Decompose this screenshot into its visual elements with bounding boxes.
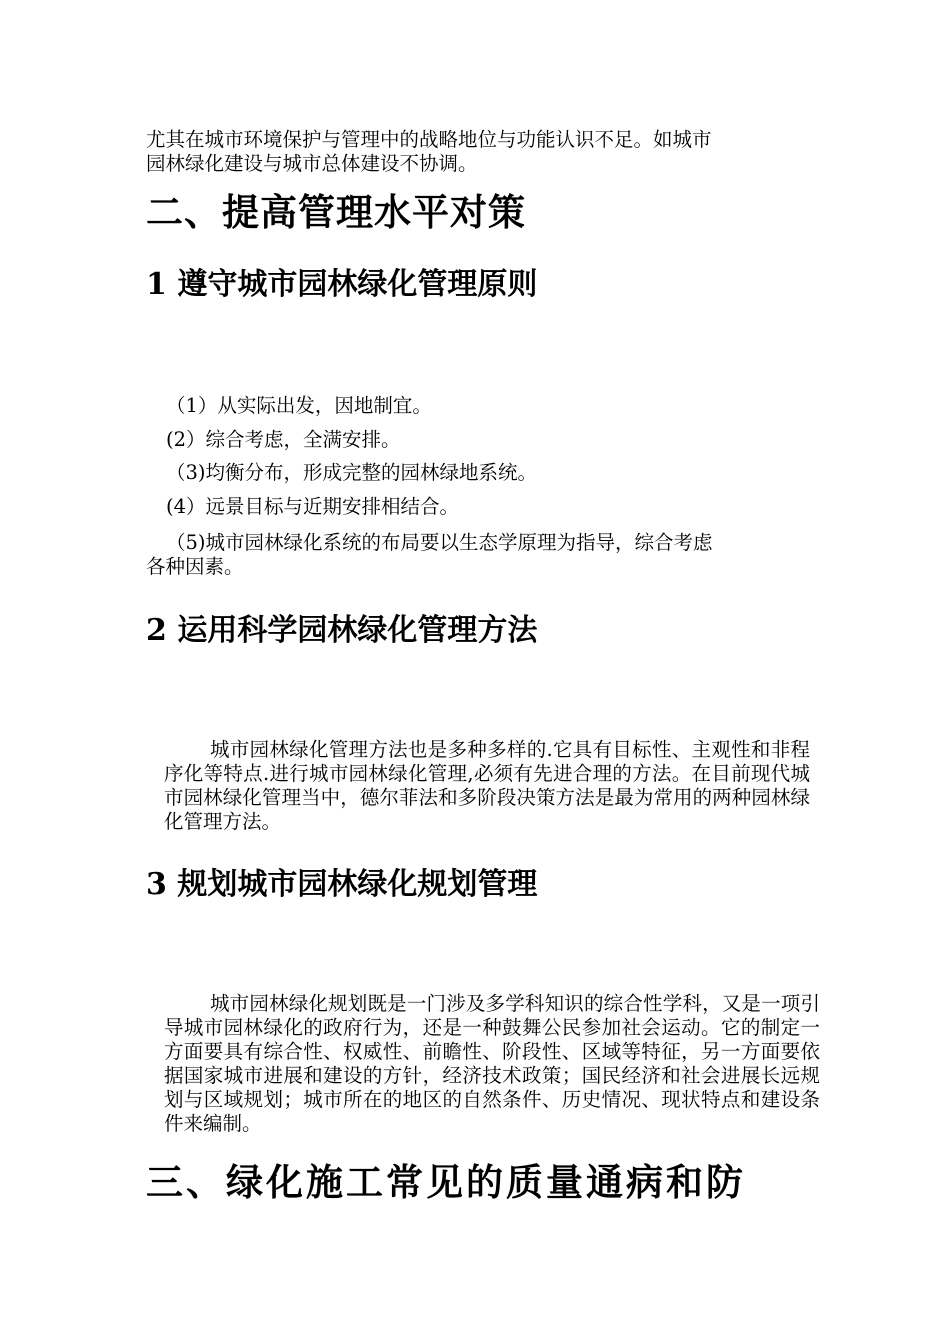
- principle-item-2: (2）综合考虑，全满安排。: [166, 428, 401, 451]
- subsection-3-heading: 3 规划城市园林绿化规划管理: [146, 867, 538, 902]
- subsection-1-heading: 1 遵守城市园林绿化管理原则: [146, 267, 538, 302]
- principle-item-4: (4）远景目标与近期安排相结合。: [166, 495, 460, 518]
- section-2-heading: 二、提高管理水平对策: [146, 190, 526, 234]
- principle-item-5-continued: 各种因素。: [146, 555, 244, 578]
- principle-item-3: （3)均衡分布，形成完整的园林绿地系统。: [166, 461, 538, 484]
- intro-line-1: 尤其在城市环境保护与管理中的战略地位与功能认识不足。如城市: [146, 128, 712, 151]
- subsection-2-paragraph: 城市园林绿化管理方法也是多种多样的.它具有目标性、主观性和非程序化等特点.进行城市园林绿化管理,必须有先进合理的方法。在目前现代城市园林绿化管理当中，德尔菲法和多阶段决策方法是最为常用的两种园林绿化管理方法。: [164, 738, 810, 833]
- principle-item-1: （1）从实际出发，因地制宜。: [166, 394, 432, 417]
- subsection-2-heading: 2 运用科学园林绿化管理方法: [146, 613, 538, 648]
- section-3-heading: 三、绿化施工常见的质量通病和防: [146, 1160, 746, 1204]
- intro-line-2: 园林绿化建设与城市总体建设不协调。: [146, 152, 478, 175]
- principle-item-5: （5)城市园林绿化系统的布局要以生态学原理为指导，综合考虑: [166, 531, 713, 554]
- subsection-3-paragraph: 城市园林绿化规划既是一门涉及多学科知识的综合性学科，又是一项引导城市园林绿化的政府行为，还是一种鼓舞公民参加社会运动。它的制定一方面要具有综合性、权威性、前瞻性、阶段性、区域等特征，另一方面要依据国家城市进展和建设的方针，经济技术政策；国民经济和社会进展长远规划与区域规划；城市所在的地区的自然条件、历史情况、现状特点和建设条件来编制。: [164, 992, 820, 1135]
